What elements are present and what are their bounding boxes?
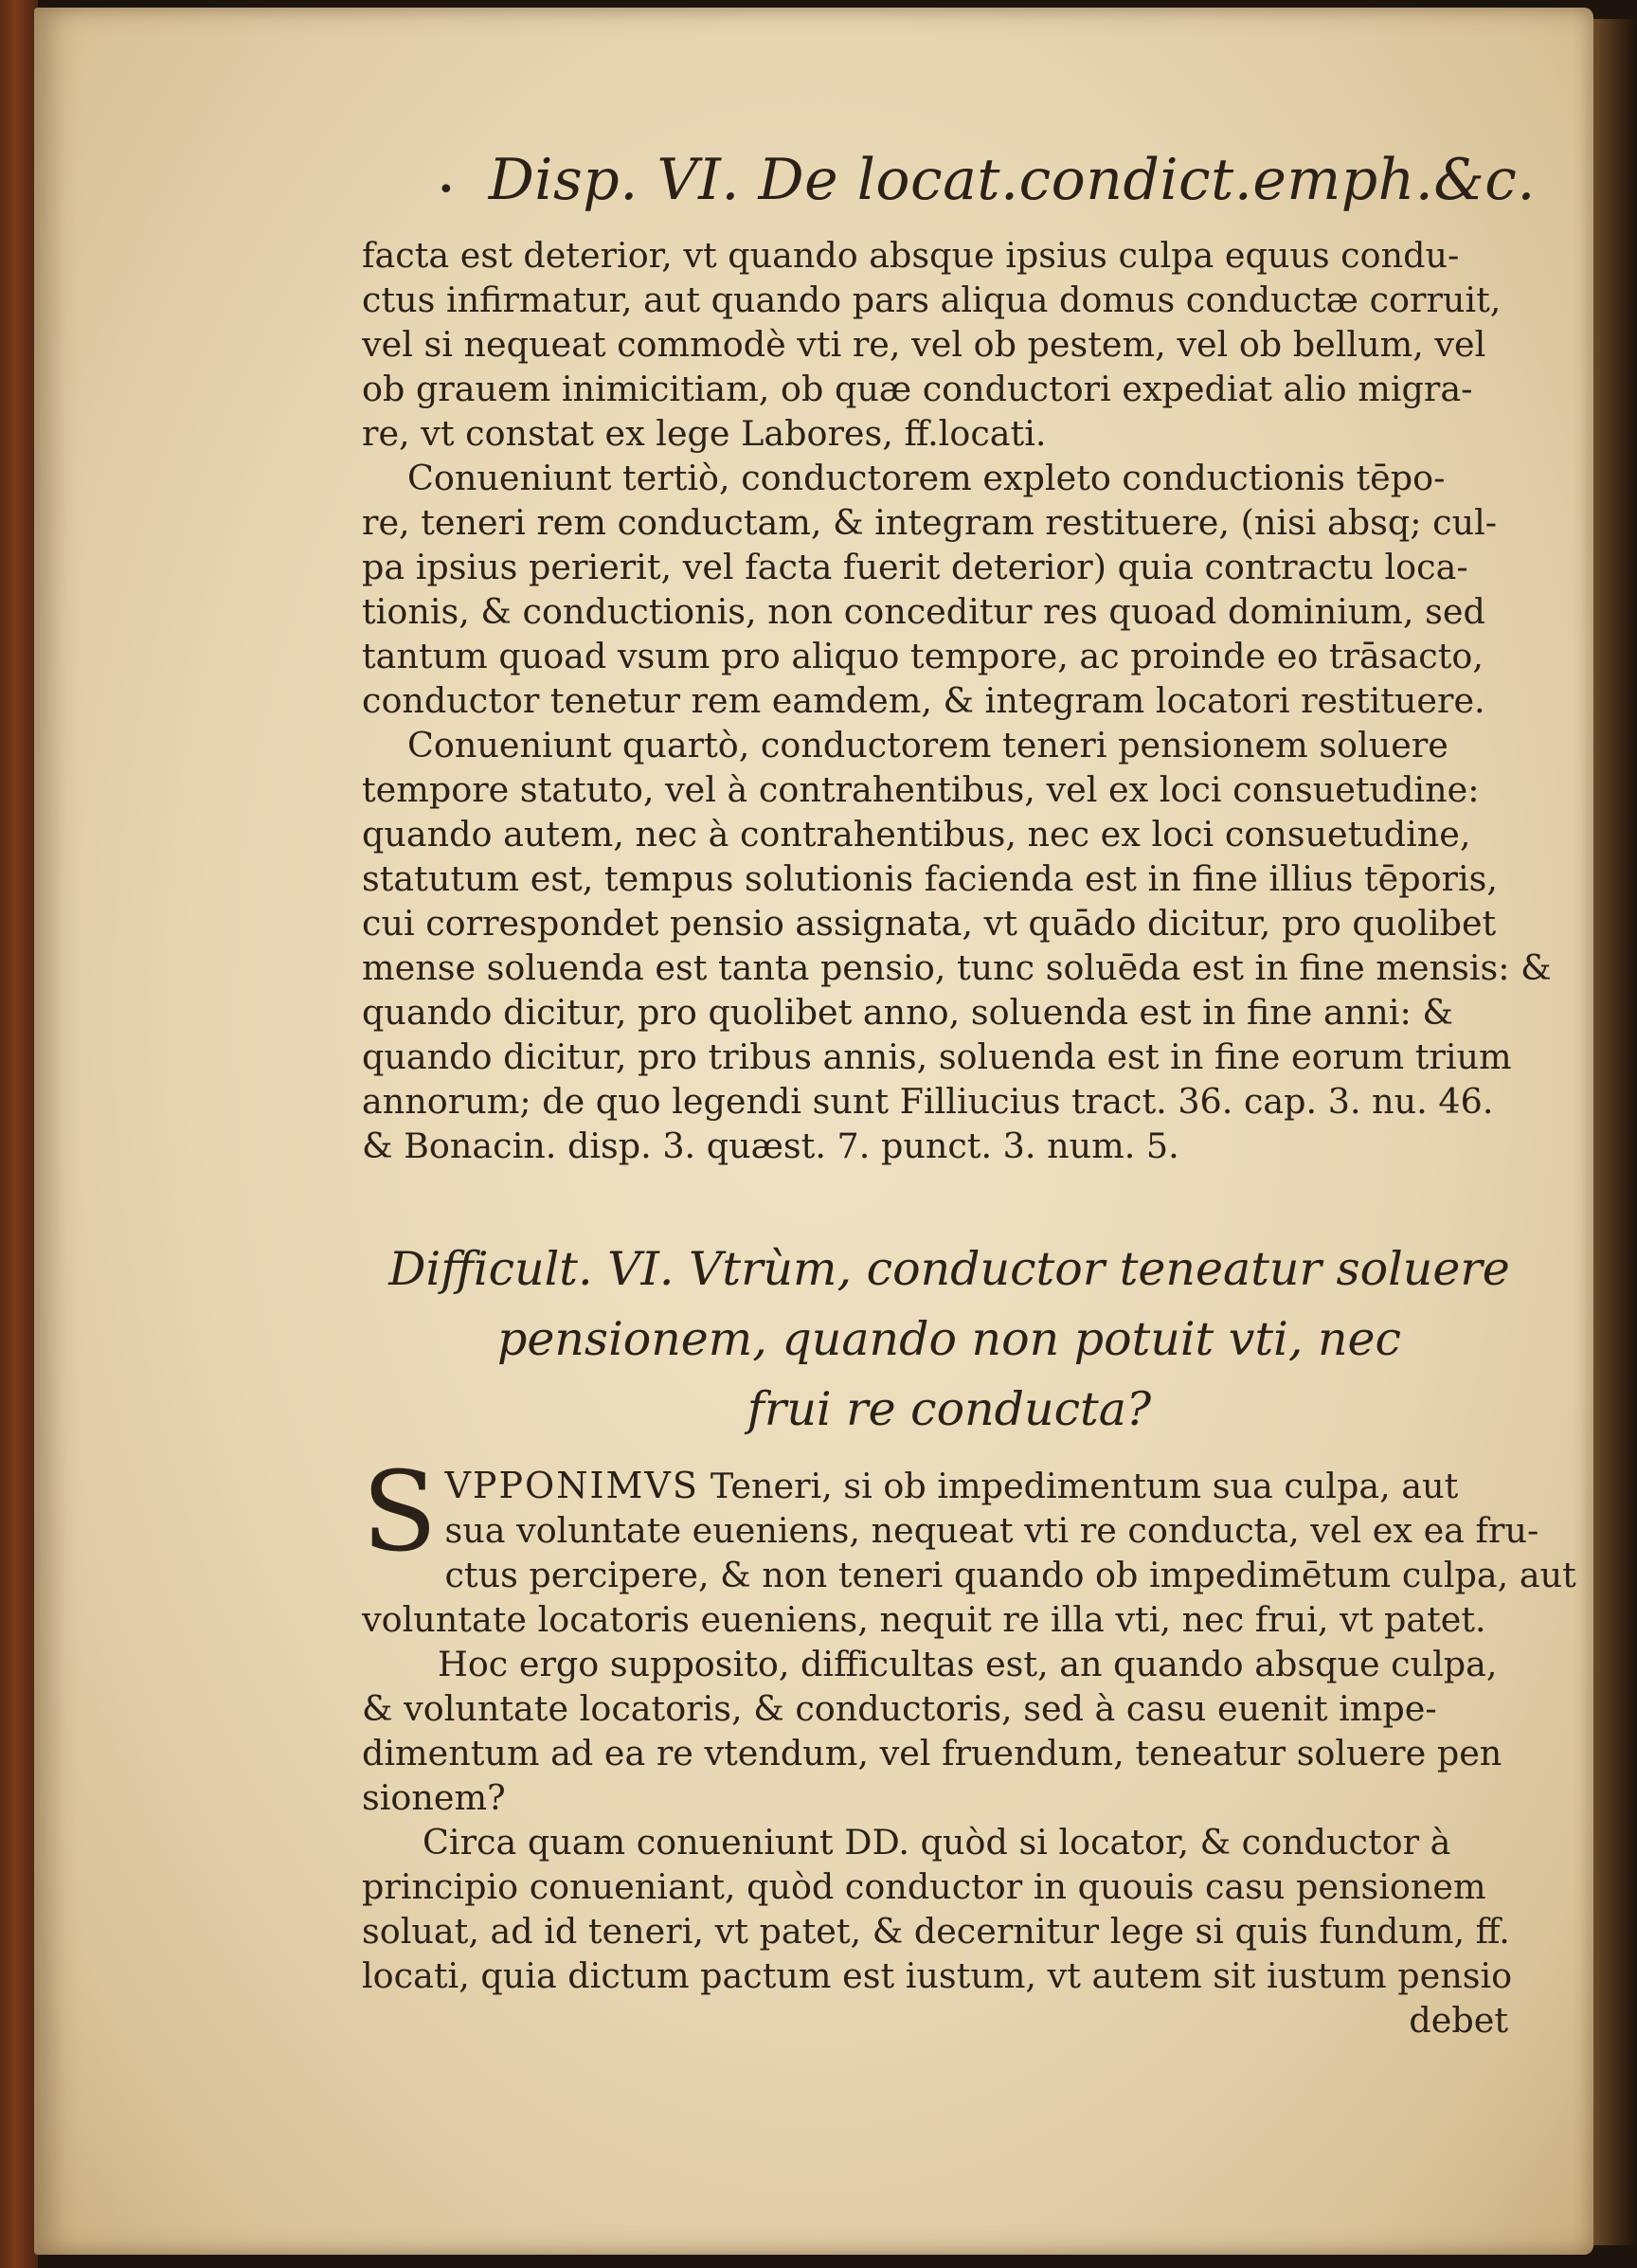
text-block [362,147,1576,2043]
text-line: tempore statuto, vel à contrahentibus, vel ex loci consuetudine: [362,769,1480,810]
section-body [362,1449,1576,2043]
text-line: sionem? [362,1777,506,1818]
text-line: ctus percipere, & non teneri quando ob impedimētum culpa, aut [444,1555,1576,1595]
text-line: conductor tenetur rem eamdem, & integram locatori restituere. [362,680,1485,721]
text-line: voluntate locatoris eueniens, nequit re illa vti, nec frui, vt patet. [362,1599,1486,1640]
text-line: Conueniunt quartò, conductorem teneri pensionem soluere [407,725,1448,765]
section-heading [362,1234,1537,1445]
text-line-rest: Teneri, si ob impedimentum sua culpa, aut [710,1466,1459,1506]
text-line: & Bonacin. disp. 3. quæst. 7. punct. 3. num. 5. [362,1125,1179,1166]
text-line: facta est deterior, vt quando absque ipsius culpa equus condu- [362,235,1460,276]
catchword: debet [1409,2000,1508,2041]
text-line: tantum quoad vsum pro aliquo tempore, ac proinde eo trāsacto, [362,636,1484,676]
text-line: quando autem, nec à contrahentibus, nec ex loci consuetudine, [362,814,1471,855]
text-line: sua voluntate eueniens, nequeat vti re conducta, vel ex ea fru- [444,1510,1539,1551]
text-line: annorum; de quo legendi sunt Filliucius tract. 36. cap. 3. nu. 46. [362,1081,1494,1122]
text-line: mense soluenda est tanta pensio, tunc soluēda est in fine mensis: & [362,947,1552,988]
paragraph-3 [362,723,1552,1168]
paragraph-1 [362,233,1537,456]
text-line: vel si nequeat commodè vti re, vel ob pestem, vel ob bellum, vel [362,324,1486,365]
heading-line: Difficult. VI. Vtrùm, conductor teneatur soluere [388,1242,1510,1296]
book-binding [0,0,38,2268]
heading-line: pensionem, quando non potuit vti, nec [497,1312,1401,1366]
small-caps-word: VPPONIMVS [444,1465,699,1506]
text-line: re, vt constat ex lege Labores, ff.locati. [362,413,1047,454]
text-line: dimentum ad ea re vtendum, vel fruendum, teneatur soluere pen [362,1733,1502,1773]
text-line: & voluntate locatoris, & conductoris, sed à casu euenit impe- [362,1688,1437,1729]
running-head-mark: • [438,173,455,207]
running-head-text: Disp. VI. De locat.condict.emph.&c. [488,147,1536,213]
text-line [362,1464,1537,1508]
text-line: re, teneri rem conductam, & integram restituere, (nisi absq; cul- [362,502,1498,543]
text-line: soluat, ad id teneri, vt patet, & decernitur lege si quis fundum, ff. [362,1911,1510,1952]
text-line: quando dicitur, pro tribus annis, soluenda est in fine eorum trium [362,1036,1512,1077]
text-line: tionis, & conductionis, non conceditur res quoad dominium, sed [362,591,1485,632]
text-line: ctus infirmatur, aut quando pars aliqua domus conductæ corruit, [362,279,1502,320]
paragraph-2 [362,456,1537,723]
text-line: Hoc ergo supposito, difficultas est, an quando absque culpa, [438,1644,1498,1684]
text-line: quando dicitur, pro quolibet anno, soluenda est in fine anni: & [362,992,1453,1033]
running-head [438,147,1537,233]
text-line: locati, quia dictum pactum est iustum, vt autem sit iustum pensio [362,1955,1513,1996]
text-line: Circa quam conueniunt DD. quòd si locator, & conductor à [423,1822,1451,1863]
drop-cap: S [362,1449,438,1576]
page-fore-edge [1593,19,1637,2245]
text-line: Conueniunt tertiò, conductorem expleto conductionis tēpo- [407,458,1446,498]
text-line: statutum est, tempus solutionis facienda est in fine illius tēporis, [362,858,1498,899]
text-line: pa ipsius perierit, vel facta fuerit deterior) quia contractu loca- [362,547,1468,587]
heading-line: frui re conducta? [747,1382,1152,1436]
text-line: cui correspondet pensio assignata, vt quādo dicitur, pro quolibet [362,903,1497,944]
text-line: ob grauem inimicitiam, ob quæ conductori expediat alio migra- [362,369,1473,409]
text-line: principio conueniant, quòd conductor in quouis casu pensionem [362,1866,1486,1907]
